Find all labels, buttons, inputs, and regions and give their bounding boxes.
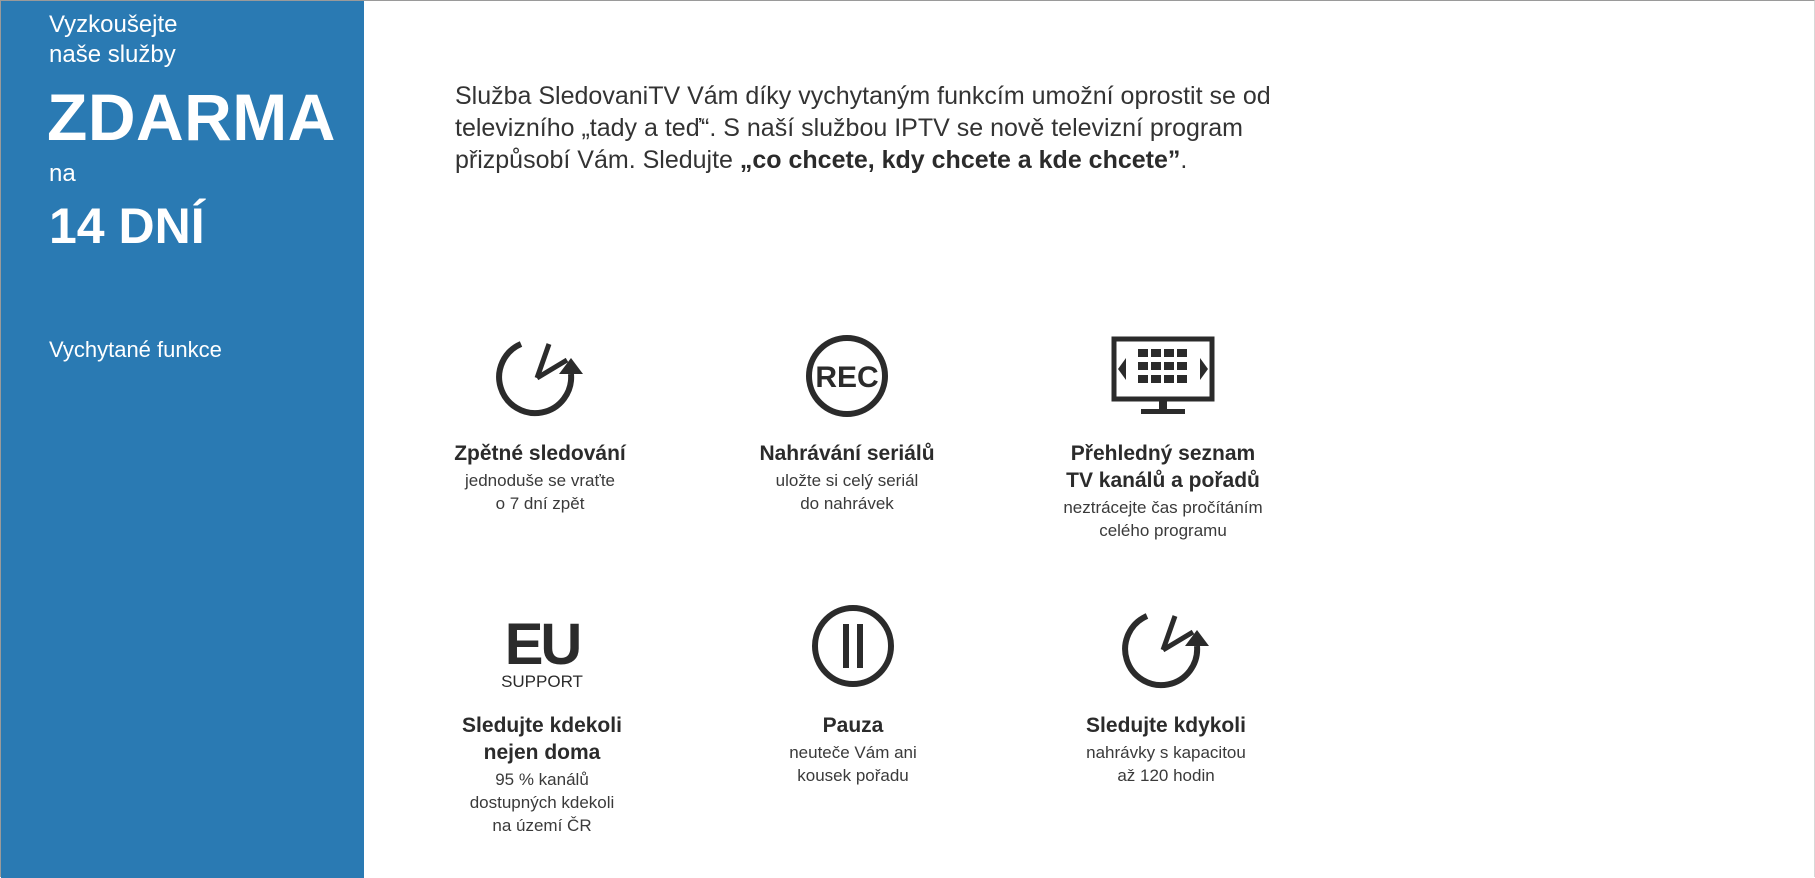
timeshift-icon [1111,604,1221,694]
intro-end: . [1180,146,1188,174]
feature-recording [727,332,967,515]
feature-title: Přehledný seznam [1070,442,1256,465]
tv-guide-icon [1108,332,1218,422]
feature-title: Zpětné sledování [454,442,626,465]
features-link[interactable]: Vychytané funkce [49,337,222,362]
intro-slogan: „co chcete, kdy chcete a kde chcete” [739,146,1181,174]
feature-desc-2: až 120 hodin [1117,766,1215,785]
feature-desc-1: jednoduše se vraťte [464,471,616,490]
feature-tv-guide [1043,332,1283,542]
feature-title-2: nejen doma [483,741,601,764]
feature-desc-2: o 7 dní zpět [495,494,585,513]
feature-desc-2: kousek pořadu [797,766,909,785]
eu-icon-sublabel: SUPPORT [501,672,583,691]
feature-replay [420,332,660,515]
promo-line-1: Vyzkoušejte [49,11,178,38]
feature-desc-1: 95 % kanálů [495,770,589,789]
eu-support-icon [487,604,597,694]
intro-paragraph [455,80,1315,176]
feature-desc-2: do nahrávek [800,494,894,513]
pause-icon [798,604,908,694]
promo-sidebar [1,1,364,878]
promo-headline: ZDARMA [47,80,336,154]
replay-icon [485,332,595,422]
feature-desc-1: uložte si celý seriál [775,471,919,490]
promo-na: na [49,160,76,187]
feature-title: Pauza [822,714,884,737]
feature-desc-2: dostupných kdekoli [469,793,615,812]
rec-icon-label: REC [815,361,879,394]
feature-desc-2: celého programu [1099,521,1227,540]
feature-desc-1: nahrávky s kapacitou [1086,743,1246,762]
feature-desc-1: neuteče Vám ani [789,743,917,762]
feature-title: Nahrávání seriálů [759,442,935,465]
feature-title: Sledujte kdykoli [1086,714,1246,737]
eu-icon-label: EU [504,612,580,677]
feature-anytime [1046,604,1286,787]
rec-icon [792,332,902,422]
intro-text: Služba SledovaniTV Vám díky vychytaným funkcím umožní oprostit se od televizního „tady a teď“. S naší službou IPTV se nově televizní program přizpůsobí Vám. Sledujte [455,82,1271,174]
feature-title-2: TV kanálů a pořadů [1066,469,1260,492]
feature-desc-3: na území ČR [492,816,592,835]
feature-pause [733,604,973,787]
feature-anywhere [422,604,662,837]
promo-line-2: naše služby [49,41,176,68]
feature-desc-1: neztrácejte čas pročítáním [1063,498,1263,517]
promo-days: 14 DNÍ [49,198,205,254]
feature-title: Sledujte kdekoli [462,714,622,737]
